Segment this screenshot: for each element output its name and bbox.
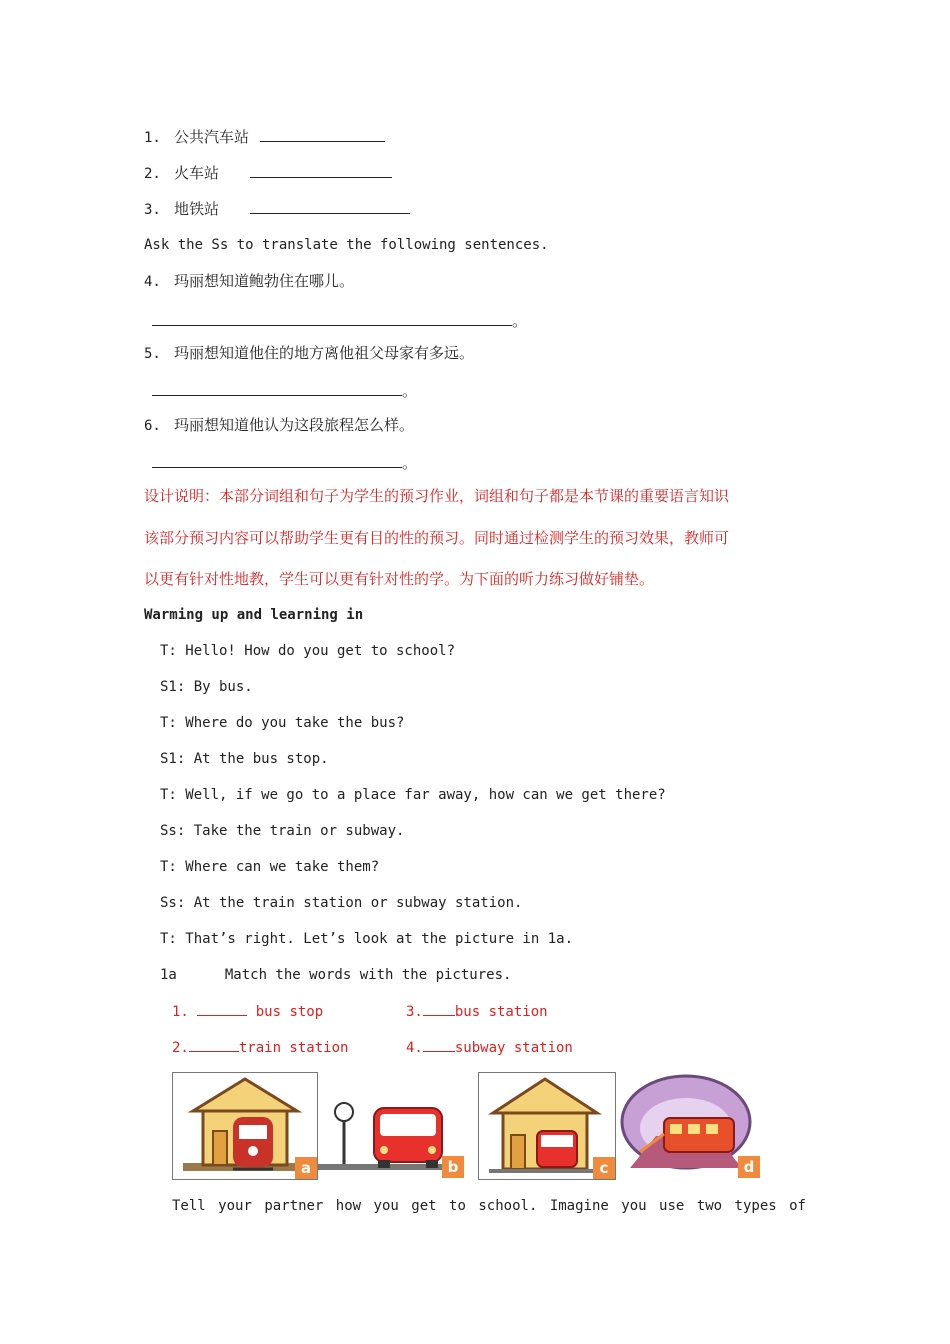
match-item-2	[172, 1037, 348, 1058]
item-number: 1.	[172, 1004, 189, 1020]
match-item-4	[406, 1037, 573, 1058]
item-number: 3.	[406, 1004, 423, 1020]
item-number: 3.	[144, 202, 161, 218]
section-title: Warming up and learning in	[144, 607, 364, 623]
answer-blank[interactable]	[152, 453, 402, 468]
item-number: 6.	[144, 418, 161, 434]
picture-label: a	[295, 1157, 317, 1179]
dialogue-line: T: Well, if we go to a place far away, how can we get there?	[160, 787, 666, 803]
answer-end-mark: 。	[512, 312, 528, 330]
vocab-text: 公共汽车站	[174, 128, 250, 146]
item-number: 5.	[144, 346, 161, 362]
item-number: 2.	[144, 166, 161, 182]
answer-end-mark: 。	[402, 454, 418, 472]
dialogue-line: T: That’s right. Let’s look at the picture in 1a.	[160, 931, 574, 947]
match-blank[interactable]	[197, 1001, 247, 1016]
vocab-item-1	[144, 127, 385, 148]
dialogue-line: T: Where can we take them?	[160, 859, 380, 875]
vocab-item-3	[144, 199, 410, 220]
item-number: 2.	[172, 1040, 189, 1056]
item-number: 4.	[144, 274, 161, 290]
final-text: Tell your partner how you get to school. Imagine you use two types of	[172, 1198, 806, 1214]
picture-strip	[172, 1072, 762, 1180]
sentence-text: 玛丽想知道他住的地方离他祖父母家有多远。	[174, 344, 475, 362]
picture-label: c	[593, 1157, 615, 1179]
dialogue-line: S1: By bus.	[160, 679, 253, 695]
design-note-line-3: 以更有针对性地教，学生可以更有针对性的学。为下面的听力练习做好铺垫。	[144, 570, 655, 588]
match-blank[interactable]	[423, 1001, 455, 1016]
match-blank[interactable]	[189, 1037, 239, 1052]
match-text: train station	[238, 1040, 349, 1056]
answer-blank[interactable]	[260, 127, 385, 142]
item-number: 4.	[406, 1040, 423, 1056]
exercise-heading	[160, 965, 511, 985]
dialogue-line: T: Hello! How do you get to school?	[160, 643, 456, 659]
instruction-text: Ask the Ss to translate the following sentences.	[144, 237, 549, 253]
dialogue-line: Ss: Take the train or subway.	[160, 823, 405, 839]
exercise-text: Match the words with the pictures.	[224, 967, 512, 983]
sentence-item-5	[144, 343, 474, 364]
match-text: bus station	[454, 1004, 548, 1020]
picture-label: b	[442, 1156, 464, 1178]
match-text: bus stop	[255, 1004, 324, 1020]
match-blank[interactable]	[423, 1037, 455, 1052]
dialogue-line: S1: At the bus stop.	[160, 751, 329, 767]
picture-b[interactable]	[318, 1072, 464, 1178]
design-note-line-1: 设计说明：本部分词组和句子为学生的预习作业，词组和句子都是本节课的重要语言知识	[144, 487, 730, 505]
answer-line-4	[152, 311, 527, 331]
picture-d[interactable]	[620, 1072, 760, 1178]
answer-blank[interactable]	[250, 163, 392, 178]
dialogue-line: T: Where do you take the bus?	[160, 715, 405, 731]
answer-line-6	[152, 453, 417, 473]
answer-blank[interactable]	[152, 311, 512, 326]
item-number: 1.	[144, 130, 161, 146]
answer-blank[interactable]	[250, 199, 410, 214]
vocab-text: 火车站	[174, 164, 220, 182]
match-text: subway station	[454, 1040, 573, 1056]
answer-end-mark: 。	[402, 382, 418, 400]
dialogue-line: Ss: At the train station or subway station.	[160, 895, 523, 911]
vocab-item-2	[144, 163, 392, 184]
vocab-text: 地铁站	[174, 200, 220, 218]
sentence-text: 玛丽想知道鲍勃住在哪儿。	[174, 272, 355, 290]
design-note-line-2: 该部分预习内容可以帮助学生更有目的性的预习。同时通过检测学生的预习效果，教师可	[144, 529, 730, 547]
match-item-3	[406, 1001, 548, 1022]
sentence-item-6	[144, 415, 414, 436]
picture-a[interactable]	[172, 1072, 318, 1180]
picture-c[interactable]	[478, 1072, 616, 1180]
exercise-label: 1a	[160, 967, 177, 983]
sentence-item-4	[144, 271, 354, 292]
answer-blank[interactable]	[152, 381, 402, 396]
answer-line-5	[152, 381, 417, 401]
sentence-text: 玛丽想知道他认为这段旅程怎么样。	[174, 416, 415, 434]
match-item-1	[172, 1001, 323, 1022]
picture-label: d	[738, 1156, 760, 1178]
